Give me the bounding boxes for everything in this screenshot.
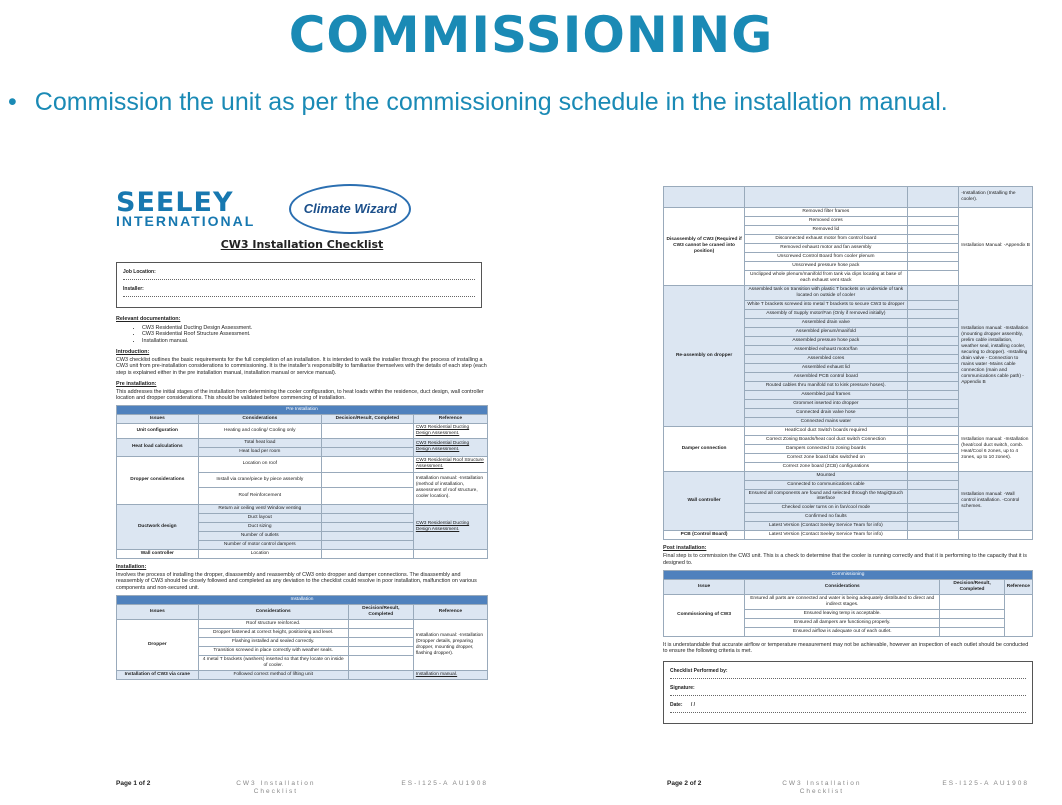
- table-cell: [321, 549, 413, 558]
- table-cell: [907, 345, 959, 354]
- date-field: [670, 702, 1026, 713]
- section-heading: Relevant documentation:: [116, 315, 181, 322]
- table-caption: Pre Installation: [117, 406, 488, 415]
- table-cell: [664, 187, 745, 208]
- table-cell: Unclipped whole plenum/manifold from tank via clips locating at base of each exhaust vent stack: [745, 270, 907, 285]
- table-cell: Ensured all components are found and selected through the MagiQtouch interface: [745, 489, 907, 504]
- date-slashes: / /: [690, 702, 696, 709]
- paragraph: Involves the process of installing the dropper, disassembly and reassembly of CW3 onto dropper and damper connections. The disassembly and reassembly of CW3 should be closely followed and completed as any deviation to the checklist could resolve in poor installation, malfunction on various components and non-secured unit.: [116, 571, 477, 592]
- table-cell: CW3 Residential Roof Structure Assessment.: [413, 456, 487, 472]
- table-cell: [321, 447, 413, 456]
- slide-title: COMMISSIONING: [288, 6, 774, 64]
- table-cell: Installation manual: -Installation (Dropper details, preparing dropper, mounting dropper, flashing dropper).: [413, 619, 487, 670]
- table-cell: [959, 531, 1033, 540]
- table-cell: Location on roof: [198, 456, 321, 472]
- table-cell: Ensured airflow is adequate out of each outlet.: [745, 627, 940, 636]
- table-cell: [348, 637, 413, 646]
- table-cell: Assembled tank on transition with plastic T brackets on underside of tank located on outside of cooler: [745, 285, 907, 300]
- table-cell: Unscrewed pressure hose pack: [745, 261, 907, 270]
- table-cell: [907, 252, 959, 261]
- table-cell: [321, 472, 413, 487]
- job-location-field: Job Location:: [123, 269, 475, 280]
- table-caption: Commissioning: [664, 570, 1033, 579]
- col-header: Issues: [117, 604, 199, 619]
- table-cell: Dropper: [117, 619, 199, 670]
- table-cell: Ensured leaving temp is acceptable.: [745, 609, 940, 618]
- table-cell: Installation Manual: -Appendix B: [959, 208, 1033, 286]
- table-cell: Total heat load: [198, 438, 321, 447]
- table-cell: [907, 216, 959, 225]
- table-cell: 4 metal T brackets (washers) inserted so that they locate on inside of cooler.: [198, 655, 348, 670]
- table-cell: Connected mains water: [745, 417, 907, 426]
- table-cell: [907, 261, 959, 270]
- table-cell: Unscrewed Control Board from cooler plenum: [745, 252, 907, 261]
- table-cell: Correct zone board tabs switched on: [745, 453, 907, 462]
- paragraph: It is understandable that accurate airflow or temperature measurement may not be achievable, however an inspection of each outlet should be conducted to ensure the following criteria is met.: [663, 641, 1029, 655]
- table-cell: Duct layout: [198, 513, 321, 522]
- table-cell: [907, 372, 959, 381]
- table-cell: Disconnected exhaust motor from control board: [745, 234, 907, 243]
- table-cell: [907, 471, 959, 480]
- table-cell: [907, 327, 959, 336]
- job-form: [116, 262, 482, 308]
- table-cell: Heating and cooling/ Cooling only: [198, 423, 321, 438]
- table-cell: [907, 408, 959, 417]
- table-cell: Assembled PCB control board: [745, 372, 907, 381]
- table-cell: Correct Zoning Boards/heat cool duct switch Connection: [745, 435, 907, 444]
- table-cell: Latest Version (Contact Seeley Service Team for info): [745, 522, 907, 531]
- table-cell: [907, 354, 959, 363]
- col-header: Decision/Result, Completed: [348, 604, 413, 619]
- table-cell: [907, 300, 959, 309]
- page-footer: [667, 780, 1029, 796]
- table-cell: Number of motor control dampers: [198, 540, 321, 549]
- table-cell: Assembled exhaust lid: [745, 363, 907, 372]
- table-cell: [907, 390, 959, 399]
- table-cell: [907, 504, 959, 513]
- table-cell: [907, 480, 959, 489]
- table-cell: [940, 618, 1005, 627]
- commissioning-table: [663, 570, 1033, 637]
- table-cell: [348, 619, 413, 628]
- list-item: • Installation manual.: [142, 338, 488, 345]
- table-cell: [907, 243, 959, 252]
- paragraph: Final step is to commission the CW3 unit. This is a check to determine that the cooler is running correctly and that it is performing to the capacity that it is designed to.: [663, 553, 1027, 566]
- table-cell: Assembled pad frames: [745, 390, 907, 399]
- installer-field: Installer:: [123, 286, 475, 297]
- table-cell: [907, 309, 959, 318]
- table-cell: CW3 Residential Ducting Design Assessment.: [413, 423, 487, 438]
- logo-row: [116, 184, 492, 234]
- table-cell: Dropper fastened at correct height, positioning and level.: [198, 628, 348, 637]
- page1-body: [116, 316, 488, 680]
- table-cell: Assembled pressure hose pack: [745, 336, 907, 345]
- date-label: Date:: [670, 702, 683, 709]
- table-cell: Installation manual: -Wall control installation. -Control schemes.: [959, 471, 1033, 531]
- table-cell: [907, 187, 959, 208]
- table-cell: [348, 670, 413, 679]
- table-cell: Removed filter frames: [745, 208, 907, 217]
- table-cell: Removed lid: [745, 225, 907, 234]
- table-cell: Confirmed no faults: [745, 513, 907, 522]
- table-cell: Heat load per room: [198, 447, 321, 456]
- table-cell: Commissioning of CW3: [664, 594, 745, 636]
- table-cell: Transition screwed in place correctly with weather seals.: [198, 646, 348, 655]
- table-cell: [907, 234, 959, 243]
- table-cell: [907, 208, 959, 217]
- installation-table-continued: [663, 186, 1033, 540]
- paragraph: CW3 checklist outlines the basic requirements for the full completion of an installation. It is intended to walk the installer through the process of installing a CW3 unit from pre-installation considerations to commissioning. It is the installer's responsibility to familiarise themselves with the details of each step (each step is explained either in the pre installation manual, installation manual or service manual).: [116, 356, 487, 376]
- table-cell: [940, 609, 1005, 618]
- table-cell: Dampers connected to zoning boards: [745, 444, 907, 453]
- table-cell: [907, 381, 959, 390]
- table-cell: Dropper considerations: [117, 456, 199, 504]
- bullet-dot-icon: •: [8, 88, 17, 116]
- table-cell: [907, 453, 959, 462]
- col-header: Considerations: [198, 414, 321, 423]
- table-cell: [907, 270, 959, 285]
- section-heading: Pre installation:: [116, 380, 157, 387]
- checklist-by-field: Checklist Performed by:: [670, 668, 1026, 679]
- table-cell: Installation manual.: [413, 670, 487, 679]
- table-cell: Return air ceiling vent/ Window venting: [198, 504, 321, 513]
- table-cell: Duct sizing: [198, 522, 321, 531]
- checklist-page-1: [112, 170, 492, 798]
- table-cell: [940, 594, 1005, 609]
- footer-title: CW3 Installation Checklist: [236, 779, 316, 795]
- table-cell: [348, 646, 413, 655]
- col-header: Reference: [413, 414, 487, 423]
- table-cell: Number of outlets: [198, 531, 321, 540]
- table-cell: Mounted: [745, 471, 907, 480]
- section-heading: Introduction:: [116, 348, 150, 355]
- table-cell: [321, 438, 413, 447]
- table-cell: Install via crane/piece by piece assembly: [198, 472, 321, 487]
- table-cell: Unit configuration: [117, 423, 199, 438]
- table-cell: Ensured all dampers are functioning properly.: [745, 618, 940, 627]
- table-cell: [907, 336, 959, 345]
- table-cell: [907, 225, 959, 234]
- table-cell: [1004, 594, 1032, 636]
- page-number: Page 1 of 2: [116, 779, 151, 787]
- table-cell: Ductwork design: [117, 504, 199, 549]
- table-cell: CW3 Residential Ducting Design Assessment.: [413, 504, 487, 549]
- table-cell: [907, 513, 959, 522]
- table-cell: [348, 628, 413, 637]
- table-cell: Removed cores: [745, 216, 907, 225]
- table-cell: [321, 522, 413, 531]
- table-cell: Installation manual: -Installation (method of installation, assessment of roof structure, cooler location).: [413, 472, 487, 504]
- table-cell: Followed correct method of lifting unit: [198, 670, 348, 679]
- col-header: Issue: [664, 579, 745, 594]
- col-header: Considerations: [745, 579, 940, 594]
- table-caption: Installation: [117, 595, 488, 604]
- table-cell: CW3 Residential Ducting Design Assessment.: [413, 438, 487, 456]
- col-header: Issues: [117, 414, 199, 423]
- table-cell: [907, 318, 959, 327]
- footer-code: ES-I125-A AU1908: [401, 779, 488, 787]
- footer-code: ES-I125-A AU1908: [942, 779, 1029, 787]
- col-header: Reference: [413, 604, 487, 619]
- col-header: Considerations: [198, 604, 348, 619]
- table-cell: [907, 435, 959, 444]
- installation-table: [116, 595, 488, 680]
- table-cell: -Installation (Installing the cooler).: [959, 187, 1033, 208]
- table-cell: [907, 531, 959, 540]
- table-cell: Ensured all parts are connected and water is being adequately distributed to direct and indirect stages.: [745, 594, 940, 609]
- col-header: Decision/Result, Completed: [321, 414, 413, 423]
- table-cell: Wall controller: [117, 549, 199, 558]
- list-item: • CW3 Residential Roof Structure Assessment.: [142, 331, 488, 338]
- table-cell: Assembled exhaust motor/fan: [745, 345, 907, 354]
- table-cell: Connected drain valve hose: [745, 408, 907, 417]
- table-cell: Assembled cores: [745, 354, 907, 363]
- table-cell: [907, 522, 959, 531]
- pre-installation-table: [116, 405, 488, 559]
- bullet-text: Commission the unit as per the commissioning schedule in the installation manual.: [34, 88, 948, 116]
- paragraph: This addresses the initial stages of the installation from determining the cooler configuration, to heat loads within the residence, duct design, wall controller location and dropper considerations. This should be validated before commencing of installation.: [116, 388, 484, 402]
- table-cell: PCB (Control Board): [664, 531, 745, 540]
- table-cell: Checked cooler turns on in fan/cool mode: [745, 504, 907, 513]
- table-cell: Flashing installed and sealed correctly.: [198, 637, 348, 646]
- table-cell: Assembled plenum/manifold: [745, 327, 907, 336]
- doc-title: CW3 Installation Checklist: [220, 238, 384, 251]
- climate-wizard-logo: Climate Wizard: [289, 184, 411, 234]
- col-header: Reference: [1004, 579, 1032, 594]
- table-cell: [321, 513, 413, 522]
- table-cell: Connected to communications cable: [745, 480, 907, 489]
- doc-list: [134, 325, 488, 345]
- table-cell: [413, 549, 487, 558]
- table-cell: Installation manual: -Installation (heat/cool duct switch, comb. Heat/Cool 6 zones, up to 4 zones, up to 10 zones).: [959, 426, 1033, 471]
- table-cell: [745, 187, 907, 208]
- table-cell: [907, 444, 959, 453]
- table-cell: Installation manual: -Installation (mounting dropper assembly, prelim cable installation, weather seal, installing cooler, securing to dropper). -Installing drain valve - Connection to mains water -Mains cable connection (main and communications cable path) -Appendix B: [959, 285, 1033, 426]
- table-cell: [321, 531, 413, 540]
- table-cell: White T brackets screwed into metal T brackets to secure CW3 to dropper: [745, 300, 907, 309]
- table-cell: Wall controller: [664, 471, 745, 531]
- table-cell: [321, 540, 413, 549]
- page-number: Page 2 of 2: [667, 779, 702, 787]
- table-cell: Heat load calculations: [117, 438, 199, 456]
- table-cell: Assembly of Supply motor/Fan (Only if removed initially): [745, 309, 907, 318]
- table-cell: [348, 655, 413, 670]
- table-cell: Location: [198, 549, 321, 558]
- table-cell: Damper connection: [664, 426, 745, 471]
- table-cell: Disassembly of CW3 (Required if CW3 cannot be craned into position): [664, 208, 745, 286]
- table-cell: [321, 487, 413, 504]
- bullet-item: [8, 88, 948, 117]
- table-cell: Correct zone board (ZCB) configurations: [745, 462, 907, 471]
- list-item: • CW3 Residential Ducting Design Assessment.: [142, 325, 488, 332]
- table-cell: [907, 363, 959, 372]
- table-cell: [907, 417, 959, 426]
- table-cell: [940, 627, 1005, 636]
- table-cell: [907, 285, 959, 300]
- section-heading: Installation:: [116, 563, 147, 570]
- table-cell: Routed cables thru manifold not to kink pressure hoses).: [745, 381, 907, 390]
- checklist-page-2: [663, 170, 1033, 798]
- page-footer: [116, 780, 488, 796]
- footer-title: CW3 Installation Checklist: [782, 779, 862, 795]
- table-cell: Roof structure reinforced.: [198, 619, 348, 628]
- table-cell: Roof Reinforcement: [198, 487, 321, 504]
- table-cell: [321, 504, 413, 513]
- table-cell: [321, 423, 413, 438]
- table-cell: Re-assembly on dropper: [664, 285, 745, 426]
- table-cell: [321, 456, 413, 472]
- table-cell: [907, 426, 959, 435]
- table-cell: [907, 399, 959, 408]
- table-cell: Grommet inserted into dropper: [745, 399, 907, 408]
- seeley-logo: SEELEY INTERNATIONAL: [116, 186, 256, 229]
- signature-field: Signature:: [670, 685, 1026, 696]
- table-cell: [907, 462, 959, 471]
- table-cell: Removed exhaust motor and fan assembly: [745, 243, 907, 252]
- table-cell: [907, 489, 959, 504]
- table-cell: Heat/Cool duct Switch boards required: [745, 426, 907, 435]
- table-cell: Assembled drain valve: [745, 318, 907, 327]
- col-header: Decision/Result, Completed: [940, 579, 1005, 594]
- signature-box: [663, 661, 1033, 724]
- section-heading: Post installation:: [663, 545, 707, 552]
- table-cell: Latest Version (Contact Seeley Service Team for info): [745, 531, 907, 540]
- table-cell: Installation of CW3 via crane: [117, 670, 199, 679]
